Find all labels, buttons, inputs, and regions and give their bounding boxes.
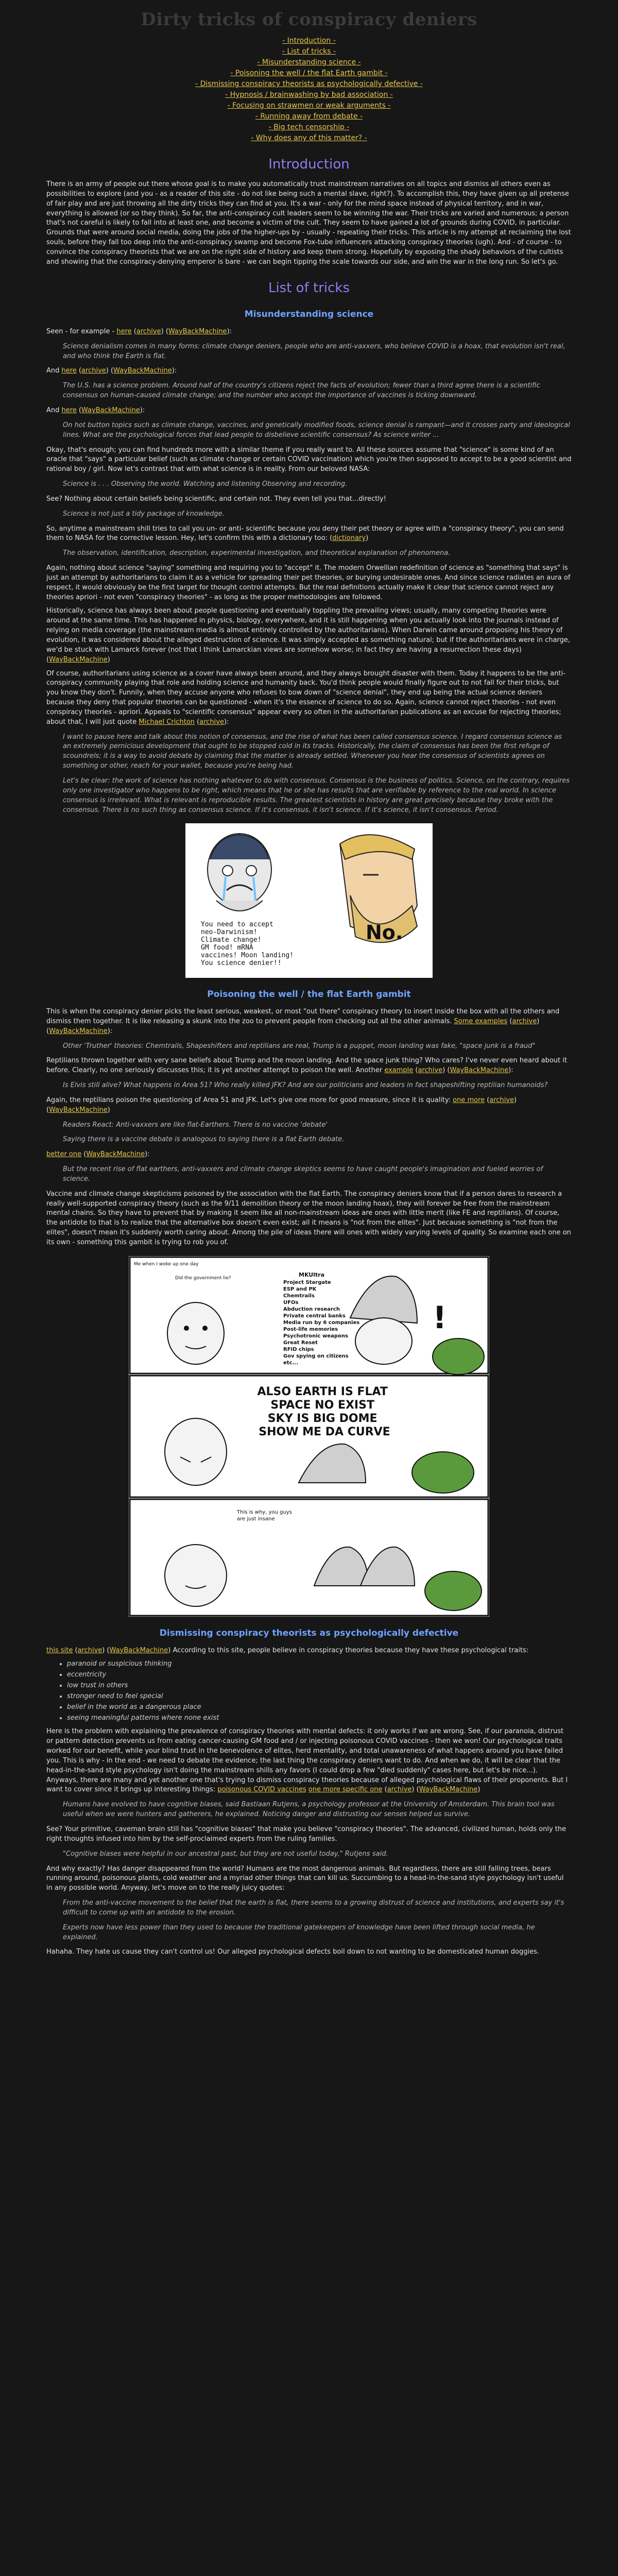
text-defective-2: Here is the problem with explaining the prevalence of conspiracy theories with mental defects: it only works if we are wrong. See, if our paranoia, distrust or pattern detection prevents us from eating cancer-causing GM food and / or injecting poisonous COVID vaccines - then we won! Our psychological traits worked for our benefit, while your blind trust in the benevolence of elites, herd mentality, and total unawareness of what happens around you have failed you. This is why - in the end - we need to debate the evidence; the last thing the conspiracy deniers want to do. And when we do, it will be clear that the head-in-the-sand style psychology isn't doing the mainstream shills any favors (I could drop a few "died suddenly" cases here, but let's be nice...). Anyways, there are many and yet another one that's trying to dismiss conspiracy theories because of alleged psychological flaws of their proponents. But I want to cover since it brings up interesting things: — [46, 1727, 568, 1794]
paragraph-and-1: And here (archive) (WayBackMachine): — [46, 367, 177, 375]
source-link-this-site[interactable]: this site — [46, 1646, 73, 1654]
paragraph-defective-2: Here is the problem with explaining the prevalence of conspiracy theories with mental defects: it only works if we are wrong. See, if our paranoia, distrust or pattern detection prevents us from eating cancer-causing GM food and / or injecting poisonous COVID vaccines - then we won! Our psychological traits worked for our benefit, while your blind trust in the benevolence of elites, herd mentality, and total unawareness of what happens around you have failed you. This is why - in the end - we need to debate the evidence; the last thing the conspiracy deniers want to do. And when we do, it will be clear that the head-in-the-sand style psychology isn't doing the mainstream shills any favors (I could drop a few "died suddenly" cases here, but let's be nice...). Anyways, there are many and yet another one that's trying to dismiss conspiracy theories because of alleged psychological flaws of their proponents. But I want to cover since it brings up interesting things: poisonous COVID vaccines one more specific one (archive) (WayBackMachine) — [46, 1727, 568, 1794]
list-item: • eccentricity — [67, 1670, 572, 1680]
source-link-archive[interactable]: archive — [489, 1096, 514, 1104]
meme2-list-item: Post-life memories — [283, 1326, 338, 1332]
source-link-archive[interactable]: archive — [81, 367, 106, 375]
source-link-here[interactable]: here — [116, 327, 132, 335]
meme2-panel1-speech: Did the government lie? — [175, 1275, 231, 1281]
meme2-list-item: Project Stargate — [283, 1279, 331, 1285]
meme1-reply: No. — [366, 921, 403, 944]
paragraph-defective-1: this site (archive) (WayBackMachine) According to this site, people believe in conspiracy theories because they have these psychological traits: — [46, 1646, 529, 1654]
paragraph-poisoning-5: Vaccine and climate change skepticisms poisoned by the association with the flat Earth. The conspiracy deniers know that if a person dares to research a really well-supported conspiracy theory (such as the 9/11 demolition theory or the moon landing hoax), they will forever be free from the mainstream mental chains. So they have to prevent that by making it seem like all non-mainstream ideas are ones with little merit (like FE and reptilians). Of course, the antidote to that is to realize that the alternative box doesn't even exist; all it means is "not from the elites". Just because something is "not from the elites", doesn't mean it's suddenly worth caring about. Among the pile of ideas there will ones with widely varying levels of quality. So examine each one on its own - something this gambit is trying to rob you of. — [46, 1190, 571, 1247]
section-heading-list-of-tricks: List of tricks — [268, 280, 350, 296]
source-link-dictionary[interactable]: dictionary — [332, 534, 366, 543]
paragraph-so: So, anytime a mainstream shill tries to call you un- or anti- scientific because you deny their pet theory or agree with a "conspiracy theory", you can send them to NASA for the corrective lesson. Hey, let's confirm this with a dictionary too: (dictionary) — [46, 524, 564, 543]
toc-link-list-of-tricks[interactable]: - List of tricks - — [282, 47, 336, 56]
meme2-panel1-caption: Me when I woke up one day — [134, 1261, 199, 1267]
list-item: • belief in the world as a dangerous place — [67, 1703, 572, 1713]
text-poisoning-2: Reptilians thrown together with very sane beliefs about Trump and the moon landing. And the space junk thing? Who cares? I've never even heard about it before. Clearly, no one seriously discusses this; it is yet another attempt to poison the well. Another — [46, 1057, 567, 1075]
pepe-icon — [425, 1571, 482, 1611]
source-link-one-more-specific[interactable]: one more specific one — [308, 1786, 383, 1794]
meme-flat-earth-gambit-drawing — [129, 1256, 489, 1617]
source-link-better-one[interactable]: better one — [46, 1150, 82, 1159]
source-link-archive[interactable]: archive — [512, 1017, 537, 1025]
source-link-wayback[interactable]: WayBackMachine — [49, 655, 108, 664]
meme2-panel-1 — [130, 1257, 488, 1375]
toc-link-why-matter[interactable]: - Why does any of this matter? - — [251, 134, 367, 143]
meme2-panel3-speech: This is why, you guys are just insane — [237, 1509, 292, 1522]
toc-link-strawmen[interactable]: - Focusing on strawmen or weak arguments - — [227, 101, 391, 110]
meme2-list-item: ESP and PK — [283, 1286, 317, 1292]
quote-science-denialism: Science denialism comes in many forms: climate change deniers, people who are anti-vaxxers, who believe COVID is a hoax, that evolution isn't real, and who think the Earth is flat. — [63, 342, 565, 360]
meme2-list-item: Psychotronic weapons — [283, 1333, 348, 1339]
section-heading-introduction: Introduction — [268, 157, 350, 173]
toc-link-introduction[interactable]: - Introduction - — [282, 37, 336, 45]
meme-wojak-vs-chad-drawing — [185, 823, 433, 978]
toc-link-psychologically-defective[interactable]: - Dismissing conspiracy theorists as psychologically defective - — [195, 80, 423, 89]
quote-vaccine-debate: Saying there is a vaccine debate is analogous to saying there is a flat Earth debate. — [63, 1136, 345, 1144]
meme2-list-item: RFID chips — [283, 1346, 314, 1352]
paragraph-seen: Seen - for example - here (archive) (WayBackMachine): — [46, 327, 232, 335]
pepe-icon — [412, 1452, 474, 1493]
meme2-list-item: Gov spying on citizens — [283, 1353, 349, 1359]
list-item: • stronger need to feel special — [67, 1692, 572, 1702]
meme2-panel2-speech: ALSO EARTH IS FLAT SPACE NO EXIST SKY IS BIG DOME SHOW ME DA CURVE — [257, 1385, 390, 1438]
meme1-text: You need to accept neo-Darwinism! Climate change! GM food! mRNA vaccines! Moon landing! You science denier!! — [201, 921, 294, 968]
meme2-list-head: MKUltra — [299, 1271, 325, 1278]
text-seen: Seen - for example - — [46, 327, 115, 335]
toc-link-running-away[interactable]: - Running away from debate - — [255, 112, 363, 121]
list-item: • paranoid or suspicious thinking — [67, 1659, 572, 1669]
text-and: And — [46, 406, 60, 414]
exclamation-icon: ! — [433, 1299, 447, 1336]
traits-list — [67, 1659, 572, 1723]
quote-hot-button: On hot button topics such as climate change, vaccines, and genetically modified foods, science denial is rampant—and it crosses party and ideological lines. What are the psychological forces that lead people to disbelieve scientific consensus? As science writer ... — [63, 421, 570, 439]
source-link-archive[interactable]: archive — [199, 718, 224, 726]
meme2-list-item: UFOs — [283, 1299, 299, 1306]
paragraph-poisoning-4: better one (WayBackMachine): — [46, 1150, 150, 1159]
paragraph-history: Historically, science has always been about people questioning and eventually toppling the prevailing views; usually, many competing theories were around at the same time. This has happened in physics, biology, everywhere, and it is still happening when you actually look into the journals instead of relying on media coverage (the mainstream media is almost entirely controlled by the authoritarians). When Darwin came around proposing his theory of evolution, it was considered about the alleged destruction of science. It was simply accepted as something natural; but if the authoritarians were in charge, we'd be stuck with Lamarck forever (not that I think Lamarckian views are somehow worse; in fact they are having a resurrection these days) (WayBackMachine) — [46, 607, 570, 664]
quote-nasa: Science is . . . Observing the world. Watching and listening Observing and recording. — [63, 480, 348, 488]
source-link-here[interactable]: here — [61, 406, 77, 414]
text-history: Historically, science has always been about people questioning and eventually toppling the prevailing views; usually, many competing theories were around at the same time. This has happened in physics, biology, everywhere, and it is still happening when you actually look into the journals instead of relying on media coverage (the mainstream media is almost entirely controlled by the authoritarians). When Darwin came around proposing his theory of evolution, it was considered about the alleged destruction of science. It was simply accepted as something natural; but if the authoritarians were in charge, we'd be stuck with Lamarck forever (not that I think Lamarckian views are somehow worse; in fact they are having a resurrection these days) — [46, 607, 570, 654]
text-poisoning-3: Again, the reptilians poison the questioning of Area 51 and JFK. Let's give one more for good measure, since it is quality: — [46, 1096, 451, 1104]
source-link-archive[interactable]: archive — [136, 327, 161, 335]
paragraph-see: See? Nothing about certain beliefs being scientific, and certain not. They even tell you that...directly! — [46, 495, 386, 503]
quote-elvis: Is Elvis still alive? What happens in Area 51? Who really killed JFK? And are our politicians and leaders in fact shapeshifting reptilian humanoids? — [63, 1081, 548, 1090]
toc-link-hypnosis[interactable]: - Hypnosis / brainwashing by bad association - — [225, 91, 393, 99]
subheading-misunderstanding-science: Misunderstanding science — [244, 309, 374, 320]
source-link-one-more[interactable]: one more — [453, 1096, 485, 1104]
text-poisoning-1: This is when the conspiracy denier picks the least serious, weakest, or most "out there" conspiracy theory to insert inside the box with all the others and dismiss them together. It is like releasing a skunk into the zoo to prevent people from checking out all the other animals. — [46, 1007, 560, 1025]
source-link-some-examples[interactable]: Some examples — [454, 1017, 508, 1025]
paragraph-poisoning-3: Again, the reptilians poison the questioning of Area 51 and JFK. Let's give one more for good measure, since it is quality: one more (archive) (WayBackMachine) — [46, 1096, 517, 1114]
meme-wojak-vs-chad — [185, 823, 433, 978]
meme2-panel-2 — [130, 1376, 488, 1497]
paragraph-again: Again, nothing about science "saying" something and requiring you to "accept" it. The modern Orwellian redefinition of science as "something that says" is just an attempt by authoritarians to claim it as a vehicle for spreading their pet theories, or burying undesirable ones. And since science radiates an aura of respect, it would obviously be the first target for thought control attempts. But the real definitions actually make it clear that science cannot reject any theories apriori - not even "conspiracy theories" - as long as the proper methodologies are followed. — [46, 564, 571, 601]
source-link-wayback[interactable]: WayBackMachine — [419, 1786, 478, 1794]
meme2-list-item: Chemtrails — [283, 1293, 315, 1299]
paragraph-defective-4: And why exactly? Has danger disappeared from the world? Humans are the most dangerous animals. But regardless, there are still falling trees, bears running around, poisonous plants, cold weather and a myriad other things that can kill us. Succumbing to a head-in-the-sand style psychology isn't useful in any possible world. Anyway, let's move on to the really juicy quotes: — [46, 1865, 564, 1892]
intro-paragraph: There is an army of people out there whose goal is to make you automatically trust mainstream narratives on all topics and dismiss all others even as possibilities to explore (and you - as a reader of this site - do not like being such a mental slave, right?). To accomplish this, they have given up all pretense of fair play and are just throwing all the dirty tricks they can find at you. It's a war - only for the mind space instead of physical territory, and in war, everything is allowed (or so they think). So far, the anti-conspiracy cult leaders seem to be winning the war. Their tricks are varied and numerous; a person that's not careful is likely to fall into at least one, and become a victim of the cult. They seem to have gained a lot of grounds during COVID, in particular. Grounds that were around social media, doing the jobs of the higher-ups by - usually - repeating their tricks. This article is my attempt at reclaiming the lost souls, before they fall too deep into the anti-conspiracy swamp and become Fox-tube influencers attacking conspiracy theories (ugh). And - of course - to convince the conspiracy theorists that we are on the right side of history and keep them strong. Hopefully by exposing the shady behaviors of the cultists and showing that the conspiracy-denying emperor is bare - we can begin tipping the scale towards our side, and win the war in the long run. So let's go. — [46, 180, 571, 266]
quote-experts-less-power: Experts now have less power than they used to because the traditional gatekeepers of knowledge have been lifted through social media, he explained. — [63, 1923, 535, 1941]
pepe-icon — [433, 1338, 484, 1375]
meme-flat-earth-gambit — [129, 1256, 489, 1617]
toc-link-poisoning-the-well[interactable]: - Poisoning the well / the flat Earth gambit - — [230, 69, 388, 78]
source-link-archive[interactable]: archive — [418, 1066, 443, 1075]
source-link-wayback[interactable]: WayBackMachine — [113, 367, 172, 375]
paragraph-okay: Okay, that's enough; you can find hundreds more with a similar theme if you really want to. All these sources assume that "science" is some kind of an oracle that "says" a particular belief (such as climate change or certain COVID vaccination) which you're then supposed to accept to be a good scientist and rational boy / girl. Now let's contrast that with what science is in reality. From our beloved NASA: — [46, 446, 572, 473]
source-link-wayback[interactable]: WayBackMachine — [168, 327, 227, 335]
source-link-wayback[interactable]: WayBackMachine — [49, 1106, 108, 1114]
quote-cognitive-biases: Humans have evolved to have cognitive biases, said Bastiaan Rutjens, a psychology professor at the University of Amsterdam. This brain tool was useful when we were hunters and gatherers, he explained. Noticing danger and distrusting our senses helped us survive. — [63, 1801, 555, 1819]
quote-not-tidy: Science is not just a tidy package of knowledge. — [63, 510, 225, 518]
meme2-list-item: Great Reset — [283, 1340, 318, 1346]
subheading-poisoning-the-well: Poisoning the well / the flat Earth gambit — [207, 989, 411, 1000]
source-link-wayback[interactable]: WayBackMachine — [81, 406, 140, 414]
source-link-crichton[interactable]: Michael Crichton — [139, 718, 195, 726]
paragraph-authoritarians: Of course, authoritarians using science as a cover have always been around, and they always brought disaster with them. Today it happens to be the anti-conspiracy community playing that role and holding science and humanity back. You'd think people would finally figure out to not fall for their tricks, but you know they don't. Funnily, when they accuse anyone who refuses to bow down of "science denial", they end up being the actual science deniers because they deny that popular theories can be questioned - when it's the essence of science to do so. Again, science cannot reject theories - not even conspiracy theories - apriori. Appeals to "scientific consensus" appear every so often in the authoritarian publications as an excuse for rejecting theories; about that, I will just quote Michael Crichton (archive): — [46, 669, 565, 726]
meme2-list-item: etc... — [283, 1360, 298, 1366]
source-link-here[interactable]: here — [61, 367, 77, 375]
quote-dictionary: The observation, identification, description, experimental investigation, and theoretical explanation of phenomena. — [63, 549, 451, 557]
quote-rutjens: "Cognitive biases were helpful in our ancestral past, but they are not useful today," Rutjens said. — [63, 1850, 388, 1858]
article — [46, 0, 572, 1961]
source-link-example[interactable]: example — [384, 1066, 414, 1075]
text-so: So, anytime a mainstream shill tries to call you un- or anti- scientific because you deny their pet theory or agree with a "conspiracy theory", you can send them to NASA for the corrective lesson. Hey, let's confirm this with a dictionary too: — [46, 524, 564, 543]
source-link-wayback[interactable]: WayBackMachine — [109, 1646, 168, 1654]
quote-readers-react: Readers React: Anti-vaxxers are like flat-Earthers. There is no vaccine 'debate' — [63, 1121, 328, 1129]
subheading-psychologically-defective: Dismissing conspiracy theorists as psychologically defective — [159, 1628, 459, 1638]
paragraph-defective-3: See? Your primitive, caveman brain still has "cognitive biases" that make you believe "conspiracy theories". The advanced, civilized human, holds only the right thoughts infused into him by the self-proclaimed experts from the ruling families. — [46, 1825, 566, 1843]
page-title: Dirty tricks of conspiracy deniers — [141, 9, 477, 30]
text-defective-1: According to this site, people believe in conspiracy theories because they have these psychological traits: — [173, 1646, 529, 1654]
list-item: • low trust in others — [67, 1681, 572, 1691]
source-link-archive[interactable]: archive — [77, 1646, 102, 1654]
meme2-list-item: Media run by 6 companies — [283, 1319, 360, 1326]
toc-link-censorship[interactable]: - Big tech censorship - — [268, 123, 350, 132]
paragraph-poisoning-1: This is when the conspiracy denier picks the least serious, weakest, or most "out there" conspiracy theory to insert inside the box with all the others and dismiss them together. It is like releasing a skunk into the zoo to prevent people from checking out all the other animals. Some examples (archive) (WayBackMachine): — [46, 1007, 560, 1035]
source-link-poisonous-vaccines[interactable]: poisonous COVID vaccines — [217, 1786, 306, 1794]
paragraph-and-2: And here (WayBackMachine): — [46, 406, 145, 414]
paragraph-defective-5: Hahaha. They hate us cause they can't control us! Our alleged psychological defects boil down to not wanting to be domesticated human doggies. — [46, 1948, 539, 1956]
toc-link-misunderstanding-science[interactable]: - Misunderstanding science - — [257, 58, 361, 67]
meme2-list-item: Private central banks — [283, 1313, 346, 1319]
quote-crichton-2: Let's be clear: the work of science has nothing whatever to do with consensus. Consensus is the business of politics. Science, on the contrary, requires only one investigator who happens to be right, which means that he or she has results that are verifiable by reference to the real world. In science consensus is irrelevant. What is relevant is reproducible results. The greatest scientists in history are great precisely because they broke with the consensus. There is no such thing as consensus science. If it's consensus, it isn't science. If it's science, it isn't consensus. Period. — [63, 776, 570, 814]
text-authoritarians: Of course, authoritarians using science as a cover have always been around, and they always brought disaster with them. Today it happens to be the anti-conspiracy community playing that role and holding science and humanity back. You'd think people would finally figure out to not fall for their tricks, but you know they don't. Funnily, when they accuse anyone who refuses to bow down of "science denial", they end up being the actual science deniers because they deny that popular theories can be questioned - when it's the essence of science to do so. Again, science cannot reject theories - not even conspiracy theories - apriori. Appeals to "scientific consensus" appear every so often in the authoritarian publications as an excuse for rejecting theories; about that, I will just quote — [46, 669, 565, 726]
quote-anti-vaccine-movement: From the anti-vaccine movement to the belief that the earth is flat, there seems to a growing distrust of science and institutions, and experts say it's difficult to come up with an antidote to the erosion. — [63, 1899, 564, 1917]
source-link-wayback[interactable]: WayBackMachine — [49, 1027, 108, 1035]
list-item: • seeing meaningful patterns where none exist — [67, 1714, 572, 1723]
quote-us-science-problem: The U.S. has a science problem. Around half of the country's citizens reject the facts of evolution; fewer than a third agree there is a scientific consensus on human-caused climate change; and the number who accept the importance of vaccines is ticking downward. — [63, 382, 540, 400]
quote-flat-earthers-rise: But the recent rise of flat earthers, anti-vaxxers and climate change skeptics seems to have caught people's imagination and fueled worries of science. — [63, 1165, 543, 1183]
quote-truther-theories: Other 'Truther' theories: Chemtrails, Shapeshifters and reptilians are real, Trump is a puppet, moon landing was fake, "space junk is a fraud" — [63, 1042, 536, 1050]
table-of-contents — [46, 36, 572, 144]
source-link-archive[interactable]: archive — [387, 1786, 412, 1794]
quote-crichton-1: I want to pause here and talk about this notion of consensus, and the rise of what has been called consensus science. I regard consensus science as an extremely pernicious development that ought to be stopped cold in its tracks. Historically, the claim of consensus has been the first refuge of scoundrels; it is a way to avoid debate by claiming that the matter is already settled. Whenever you hear the consensus of scientists agrees on something or other, reach for your wallet, because you're being had. — [63, 733, 562, 770]
meme2-panel-3 — [130, 1499, 488, 1616]
text-and: And — [46, 367, 60, 375]
paragraph-poisoning-2: Reptilians thrown together with very sane beliefs about Trump and the moon landing. And the space junk thing? Who cares? I've never even heard about it before. Clearly, no one seriously discusses this; it is yet another attempt to poison the well. Another example (archive) (WayBackMachine): — [46, 1057, 567, 1075]
source-link-wayback[interactable]: WayBackMachine — [86, 1150, 145, 1159]
meme2-list-item: Abduction research — [283, 1306, 340, 1312]
source-link-wayback[interactable]: WayBackMachine — [450, 1066, 509, 1075]
